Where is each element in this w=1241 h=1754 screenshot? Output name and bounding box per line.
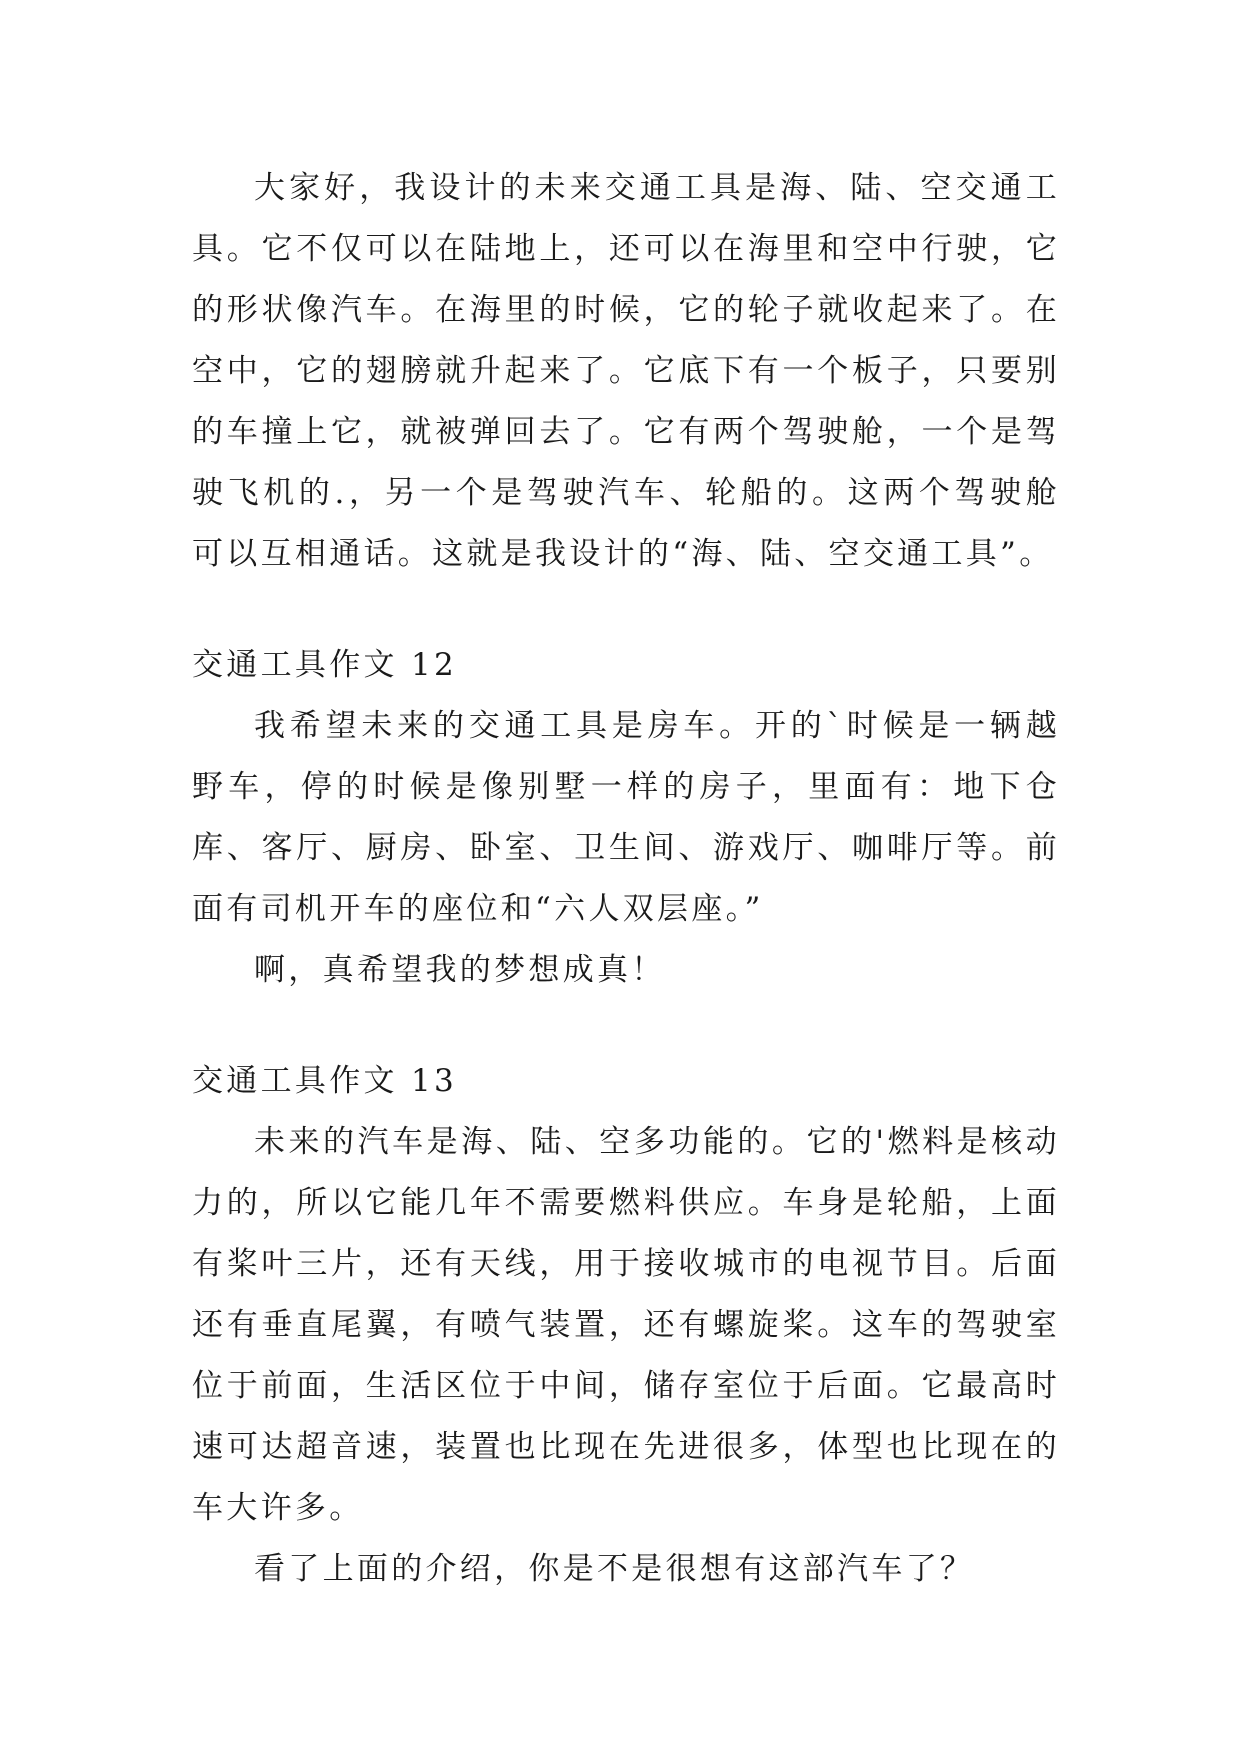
body-paragraph: 未来的汽车是海、陆、空多功能的。它的'燃料是核动力的，所以它能几年不需要燃料供应。车身是轮船，上面有桨叶三片，还有天线，用于接收城市的电视节目。后面还有垂直尾翼，有喷气装置，还有螺旋桨。这车的驾驶室位于前面，生活区位于中间，储存室位于后面。它最高时速可达超音速，装置也比现在先进很多，体型也比现在的车大许多。 [192, 1124, 1060, 1526]
section-heading: 交通工具作文 12 [192, 647, 457, 683]
body-paragraph: 大家好，我设计的未来交通工具是海、陆、空交通工具。它不仅可以在陆地上，还可以在海里和空中行驶，它的形状像汽车。在海里的时候，它的轮子就收起来了。在空中，它的翅膀就升起来了。它底下有一个板子，只要别的车撞上它，就被弹回去了。它有两个驾驶舱，一个是驾驶飞机的.，另一个是驾驶汽车、轮船的。这两个驾驶舱可以互相通话。这就是我设计的“海、陆、空交通工具”。 [192, 170, 1060, 572]
body-paragraph: 啊，真希望我的梦想成真！ [254, 952, 666, 988]
body-paragraph: 我希望未来的交通工具是房车。开的`时候是一辆越野车，停的时候是像别墅一样的房子，里面有：地下仓库、客厅、厨房、卧室、卫生间、游戏厅、咖啡厅等。前面有司机开车的座位和“六人双层座。” [192, 708, 1060, 927]
section-spacer [192, 1001, 1060, 1051]
section-heading: 交通工具作文 13 [192, 1063, 457, 1099]
section-spacer [192, 585, 1060, 635]
document-body [192, 158, 1060, 1600]
body-paragraph: 看了上面的介绍，你是不是很想有这部汽车了？ [254, 1551, 975, 1587]
